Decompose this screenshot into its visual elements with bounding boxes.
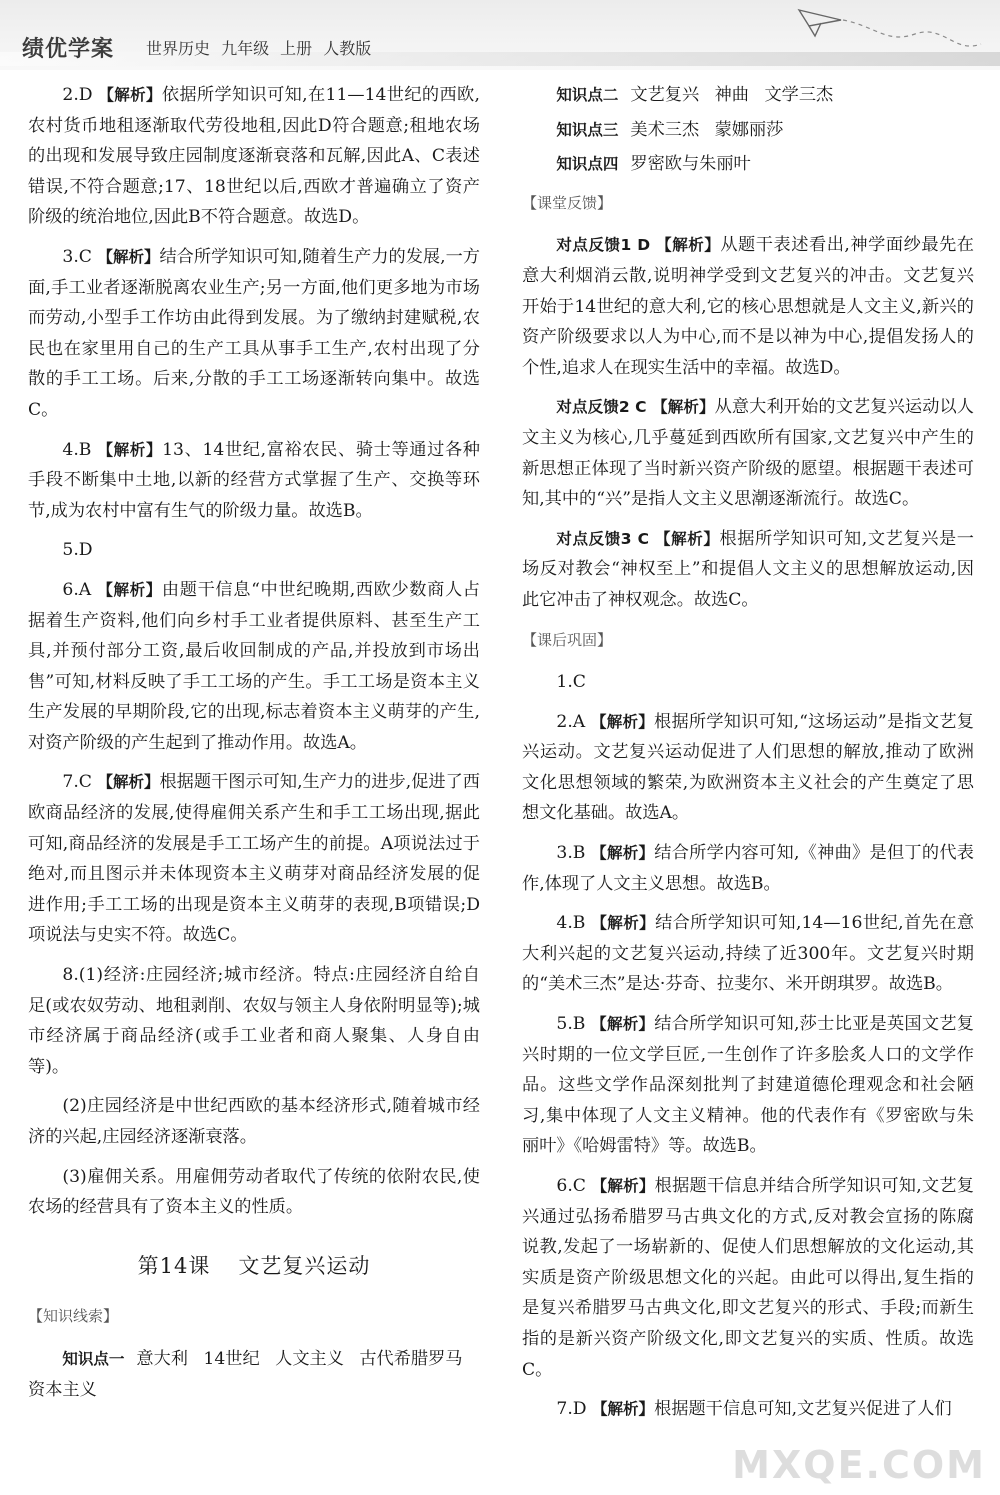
answer-7: 7.C 【解析】根据题干图示可知,生产力的进步,促进了西欧商品经济的发展,使得雇佣关系产生和手工工场出现,据此可知,商品经济的发展是手工工场产生的前提。A项说法过于绝对,而且图示并未体现资本主义萌芽对商品经济发展的促进作用;手工工场的出现是资本主义萌芽的表现,B项错误;D项说法与史实不符。故选C。	[28, 772, 480, 946]
book-subtitle: 世界历史 九年级 上册 人教版	[146, 39, 372, 58]
knowledge-point-1: 知识点一 意大利 14世纪 人文主义 古代希腊罗马 资本主义	[28, 1348, 463, 1400]
answer-4: 4.B 【解析】13、14世纪,富裕农民、骑士等通过各种手段不断集中土地,以新的经营方式掌握了生产、交换等环节,成为农村中富有生气的阶级力量。故选B。	[28, 439, 480, 521]
paper-plane-icon	[795, 4, 985, 66]
book-logo: 绩优学案	[22, 37, 115, 62]
right-column	[522, 80, 974, 1434]
review-answer-7: 7.D 【解析】根据题干信息可知,文艺复兴促进了人们	[556, 1399, 952, 1420]
left-column	[28, 80, 480, 1409]
site-watermark: MXQE.COM	[732, 1443, 986, 1487]
section-knowledge-clues: 【知识线索】	[28, 1307, 119, 1326]
lesson-number: 第14课	[137, 1253, 211, 1278]
review-answer-2: 2.A 【解析】根据所学知识可知,“这场运动”是指文艺复兴运动。文艺复兴运动促进了人们思想的解放,推动了欧洲文化思想领域的繁荣,为欧洲资本主义社会的产生奠定了思想文化基础。故选A。	[522, 711, 974, 824]
review-answer-3: 3.B 【解析】结合所学内容可知,《神曲》是但丁的代表作,体现了人文主义思想。故选B。	[522, 843, 974, 894]
section-classroom-feedback: 【课堂反馈】	[522, 193, 613, 212]
section-after-class: 【课后巩固】	[522, 630, 613, 649]
feedback-1: 对点反馈1 D 【解析】从题干表述看出,神学面纱最先在意大利烟消云散,说明神学受到文艺复兴的冲击。文艺复兴开始于14世纪的意大利,它的核心思想就是人文主义,新兴的资产阶级要求以人为中心,而不是以神为中心,提倡发扬人的个性,追求人在现实生活中的幸福。故选D。	[522, 235, 974, 378]
feedback-3: 对点反馈3 C 【解析】根据所学知识可知,文艺复兴是一场反对教会“神权至上”和提倡人文主义的思想解放运动,因此它冲击了神权观念。故选C。	[522, 528, 974, 610]
knowledge-point-2: 知识点二 文艺复兴 神曲 文学三杰	[556, 85, 834, 105]
knowledge-point-3: 知识点三 美术三杰 蒙娜丽莎	[556, 119, 784, 140]
review-answer-1: 1.C	[556, 672, 586, 693]
page-header	[0, 0, 1000, 70]
answer-8-part-3: (3)雇佣关系。用雇佣劳动者取代了传统的依附农民,使农场的经营具有了资本主义的性质。	[28, 1166, 480, 1218]
answer-8-part-2: (2)庄园经济是中世纪西欧的基本经济形式,随着城市经济的兴起,庄园经济逐渐衰落。	[28, 1096, 480, 1147]
answer-3: 3.C 【解析】结合所学知识可知,随着生产力的发展,一方面,手工业者逐渐脱离农业生产;另一方面,他们更多地为市场而劳动,小型手工作坊由此得到发展。为了缴纳封建赋税,农民也在家里用自己的生产工具从事手工生产,农村出现了分散的手工工场。后来,分散的手工工场逐渐转向集中。故选C。	[28, 246, 480, 420]
review-answer-4: 4.B 【解析】结合所学知识可知,14—16世纪,首先在意大利兴起的文艺复兴运动,持续了近300年。文艺复兴时期的“美术三杰”是达·芬奇、拉斐尔、米开朗琪罗。故选B。	[522, 913, 975, 995]
answer-5: 5.D	[62, 540, 93, 561]
answer-6: 6.A 【解析】由题干信息“中世纪晚期,西欧少数商人占据着生产资料,他们向乡村手工业者提供原料、甚至生产工具,并预付部分工资,最后收回制成的产品,并投放到市场出售”可知,材料反映了手工工场的产生。手工工场是资本主义生产发展的早期阶段,它的出现,标志着资本主义萌芽的产生,对资产阶级的产生起到了推动作用。故选A。	[28, 579, 480, 753]
review-answer-6: 6.C 【解析】根据题干信息并结合所学知识可知,文艺复兴通过弘扬希腊罗马古典文化的方式,反对教会宣扬的陈腐说教,发起了一场崭新的、促使人们思想解放的文化运动,其实质是资产阶级思想文化的兴起。由此可以得出,复生指的是复兴希腊罗马古典文化,即文艺复兴的形式、手段;而新生指的是新兴资产阶级文化,即文艺复兴的实质、性质。故选C。	[522, 1176, 974, 1380]
lesson-title: 文艺复兴运动	[238, 1253, 371, 1278]
review-answer-5: 5.B 【解析】结合所学知识可知,莎士比亚是英国文艺复兴时期的一位文学巨匠,一生创作了许多脍炙人口的文学作品。这些文学作品深刻批判了封建道德伦理观念和社会陋习,集中体现了人文主义精神。他的代表作有《罗密欧与朱丽叶》《哈姆雷特》等。故选B。	[522, 1014, 974, 1157]
answer-2: 2.D 【解析】依据所学知识可知,在11—14世纪的西欧,农村货币地租逐渐取代劳役地租,因此D符合题意;租地农场的出现和发展导致庄园制度逐渐衰落和瓦解,因此A、C表述错误,不符合题意;17、18世纪以后,西欧才普遍确立了资产阶级的统治地位,因此B不符合题意。故选D。	[28, 85, 480, 228]
lesson-heading	[28, 1251, 480, 1282]
feedback-2: 对点反馈2 C 【解析】从意大利开始的文艺复兴运动以人文主义为核心,几乎蔓延到西欧所有国家,文艺复兴中产生的新思想正体现了当时新兴资产阶级的愿望。根据题干表述可知,其中的“兴”是指人文主义思潮逐渐流行。故选C。	[522, 397, 974, 510]
knowledge-point-4: 知识点四 罗密欧与朱丽叶	[556, 154, 751, 175]
answer-8-part-1: 8.(1)经济:庄园经济;城市经济。特点:庄园经济自给自足(或农奴劳动、地租剥削、农奴与领主人身依附明显等);城市经济属于商品经济(或手工业者和商人聚集、人身自由等)。	[28, 965, 480, 1077]
